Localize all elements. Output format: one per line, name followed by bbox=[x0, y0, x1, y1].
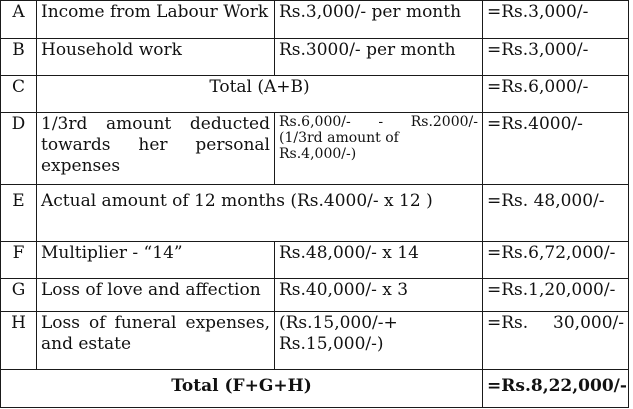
word: of bbox=[89, 313, 106, 333]
row-index: H bbox=[1, 312, 37, 370]
description-line: expenses bbox=[41, 156, 121, 176]
description-line bbox=[41, 135, 270, 156]
row-description: Income from Labour Work bbox=[37, 1, 275, 39]
row-result: =Rs.3,000/- bbox=[483, 39, 629, 76]
word: personal bbox=[195, 135, 270, 155]
row-index: A bbox=[1, 1, 37, 39]
row-calculation: Rs.3,000/- per month bbox=[275, 1, 483, 39]
row-index: E bbox=[1, 185, 37, 242]
word: 1/3rd bbox=[41, 114, 88, 134]
calculation-line: (1/3rd amount of Rs.4,000/-) bbox=[279, 130, 399, 162]
calc-part: - bbox=[378, 114, 384, 130]
row-result: =Rs.3,000/- bbox=[483, 1, 629, 39]
word: amount bbox=[106, 114, 172, 134]
table-row bbox=[1, 242, 629, 279]
row-index: D bbox=[1, 113, 37, 185]
table-row bbox=[1, 113, 629, 185]
row-result: =Rs.6,000/- bbox=[483, 76, 629, 113]
table-row bbox=[1, 185, 629, 242]
result-prefix: =Rs. bbox=[487, 313, 529, 333]
total-label: Total (F+G+H) bbox=[1, 370, 483, 408]
table-row bbox=[1, 312, 629, 370]
calc-part: Rs.2000/- bbox=[410, 114, 478, 130]
table-row bbox=[1, 279, 629, 312]
word: expenses, bbox=[185, 313, 270, 333]
table-row bbox=[1, 1, 629, 39]
word: towards bbox=[41, 135, 111, 155]
row-description: Loss of love and affection bbox=[37, 279, 275, 312]
row-result: =Rs.4000/- bbox=[483, 113, 629, 185]
table-row bbox=[1, 76, 629, 113]
row-index: C bbox=[1, 76, 37, 113]
calculation-line: Rs.15,000/-) bbox=[279, 334, 384, 354]
row-description bbox=[37, 113, 275, 185]
word: Loss bbox=[41, 313, 80, 333]
table-row bbox=[1, 39, 629, 76]
row-result: =Rs.6,72,000/- bbox=[483, 242, 629, 279]
row-description: Actual amount of 12 months (Rs.4000/- x 12 ) bbox=[37, 185, 483, 242]
word: her bbox=[138, 135, 168, 155]
row-calculation: Rs.40,000/- x 3 bbox=[275, 279, 483, 312]
row-calculation bbox=[275, 113, 483, 185]
row-index: F bbox=[1, 242, 37, 279]
row-description bbox=[37, 312, 275, 370]
description-line bbox=[41, 313, 270, 334]
description-line bbox=[41, 114, 270, 135]
calculation-line: (Rs.15,000/-+ bbox=[279, 313, 398, 333]
row-calculation bbox=[275, 312, 483, 370]
row-index: G bbox=[1, 279, 37, 312]
result-line bbox=[487, 313, 624, 334]
row-result: =Rs. 48,000/- bbox=[483, 185, 629, 242]
row-calculation: Rs.48,000/- x 14 bbox=[275, 242, 483, 279]
row-description: Multiplier - “14” bbox=[37, 242, 275, 279]
total-row bbox=[1, 370, 629, 408]
row-result: =Rs.1,20,000/- bbox=[483, 279, 629, 312]
row-result bbox=[483, 312, 629, 370]
row-description: Household work bbox=[37, 39, 275, 76]
result-amount: 30,000/- bbox=[553, 313, 624, 333]
description-line: and estate bbox=[41, 334, 132, 354]
word: funeral bbox=[114, 313, 177, 333]
calc-part: Rs.6,000/- bbox=[279, 114, 351, 130]
row-calculation: Rs.3000/- per month bbox=[275, 39, 483, 76]
word: deducted bbox=[189, 114, 270, 134]
total-result: =Rs.8,22,000/- bbox=[483, 370, 629, 408]
row-description: Total (A+B) bbox=[37, 76, 483, 113]
calculation-line bbox=[279, 114, 478, 130]
row-index: B bbox=[1, 39, 37, 76]
